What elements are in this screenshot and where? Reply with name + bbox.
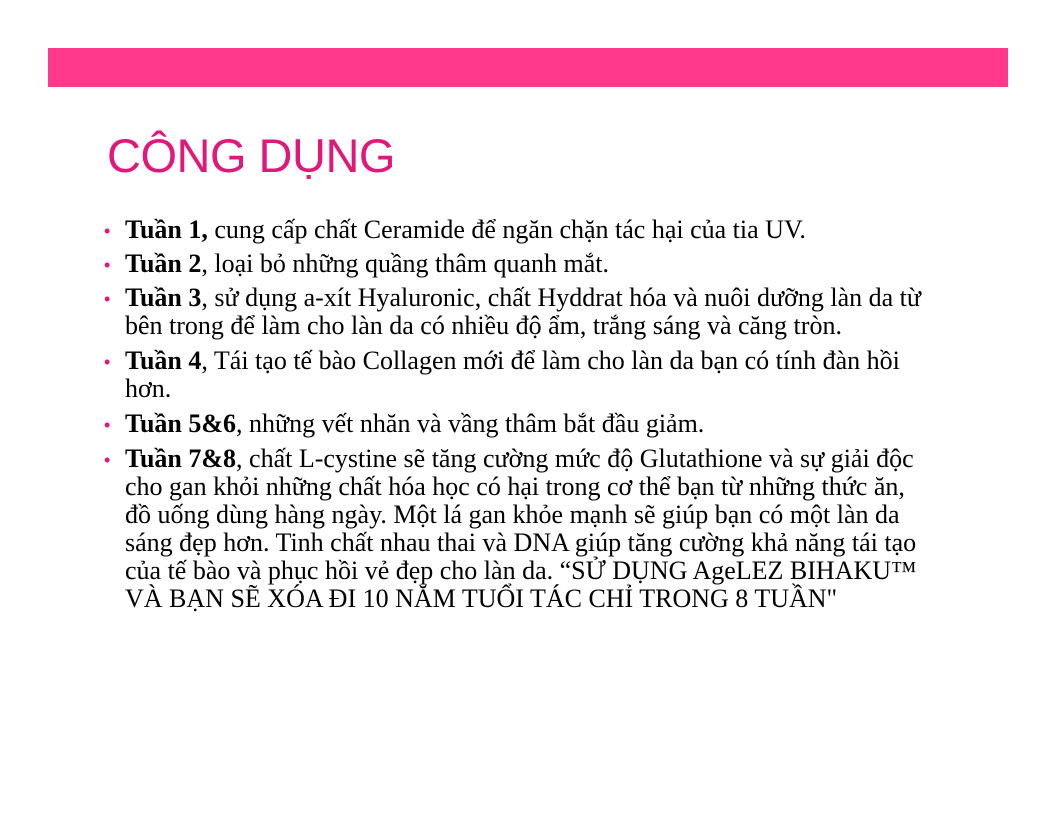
list-item-week-5-6	[104, 410, 934, 438]
item-lead: Tuần 2	[125, 249, 202, 278]
bullet-dot-icon: •	[104, 289, 111, 309]
bullet-dot-icon: •	[104, 255, 111, 275]
bullet-dot-icon: •	[104, 415, 111, 435]
item-text: , những vết nhăn và vầng thâm bắt đầu giảm.	[236, 409, 705, 438]
bullet-dot-icon: •	[104, 450, 111, 470]
item-text: cung cấp chất Ceramide để ngăn chặn tác hại của tia UV.	[207, 215, 806, 244]
item-lead: Tuần 3	[125, 283, 202, 312]
item-lead: Tuần 7&8	[125, 444, 237, 473]
item-lead: Tuần 1,	[125, 215, 208, 244]
item-text: , loại bỏ những quầng thâm quanh mắt.	[201, 249, 610, 278]
list-item-week-7-8	[104, 445, 934, 613]
bullet-dot-icon: •	[104, 221, 111, 241]
list-item-week-4	[104, 347, 934, 403]
bullet-dot-icon: •	[104, 352, 111, 372]
item-lead: Tuần 5&6	[125, 409, 237, 438]
list-item-week-1	[104, 216, 934, 244]
bullet-list	[104, 216, 934, 613]
item-text: , sử dụng a-xít Hyaluronic, chất Hyddrat hóa và nuôi dưỡng làn da từ bên trong để làm cho làn da có nhiều độ ẩm, trắng sáng và căng tròn.	[125, 283, 921, 340]
top-accent-bar	[48, 48, 1008, 87]
item-lead: Tuần 4	[125, 346, 202, 375]
slide-title: CÔNG DỤNG	[107, 129, 395, 182]
list-item-week-2	[104, 250, 934, 278]
item-text: , Tái tạo tế bào Collagen mới để làm cho làn da bạn có tính đàn hồi hơn.	[125, 346, 900, 403]
list-item-week-3	[104, 284, 934, 340]
item-text: , chất L-cystine sẽ tăng cường mức độ Glutathione và sự giải độc cho gan khỏi những chất hóa học có hại trong cơ thể bạn từ những thức ăn, đồ uống dùng hàng ngày. Một lá gan khỏe mạnh sẽ giúp bạn có một làn da sáng đẹp hơn. Tinh chất nhau thai và DNA giúp tăng cường khả năng tái tạo của tế bào và phục hồi vẻ đẹp cho làn da. “SỬ DỤNG AgeLEZ BIHAKU™ VÀ BẠN SẼ XÓA ĐI 10 NĂM TUỔI TÁC CHỈ TRONG 8 TUẦN"	[125, 444, 917, 613]
